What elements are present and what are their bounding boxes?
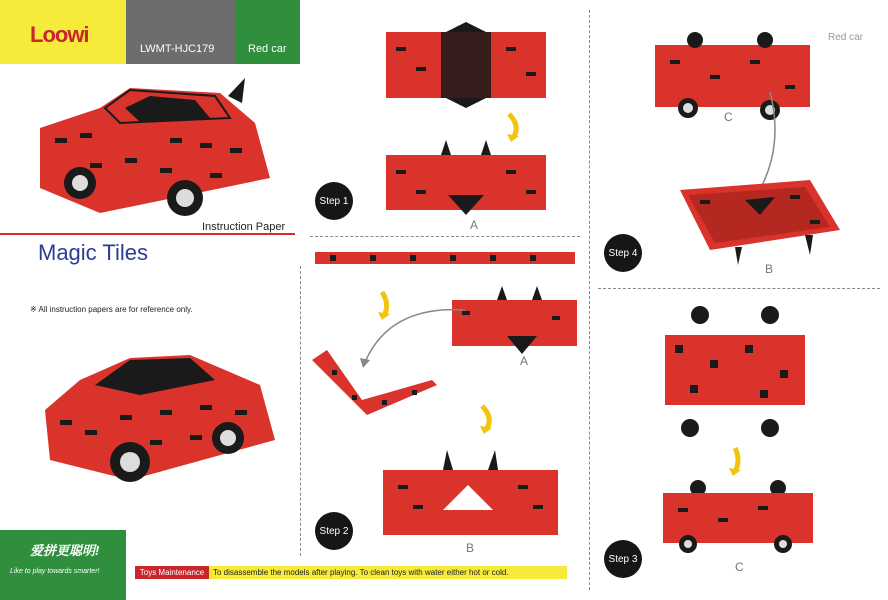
brand-slogan-cn: 爱拼更聪明! (30, 543, 100, 558)
row-divider-mid (310, 236, 580, 237)
brand-logo: Loowi (30, 22, 89, 47)
column-divider-2 (589, 10, 590, 590)
model-code: LWMT-HJC179 (140, 43, 215, 55)
label-a-step2: A (520, 354, 529, 368)
column-divider-1 (300, 266, 301, 556)
brand-slogan-en: Like to play towards smarter! (10, 568, 100, 575)
step1-arrow (505, 112, 523, 142)
step1-folded-tiles (386, 140, 546, 220)
step2-strip (310, 248, 580, 268)
red-car-label: Red car (828, 32, 864, 43)
hero-car-top (30, 68, 280, 223)
divider-red-line (0, 233, 295, 235)
model-name: Red car (248, 43, 287, 55)
instruction-paper-label: Instruction Paper (202, 221, 286, 233)
step2-curve-arrow (350, 300, 470, 370)
step2-badge: Step 2 (315, 512, 353, 550)
step3-badge: Step 3 (604, 540, 642, 578)
step2-base (452, 286, 577, 354)
hero-car-bottom (40, 340, 280, 490)
step4-badge: Step 4 (604, 234, 642, 272)
step1-badge: Step 1 (315, 182, 353, 220)
reference-note: ※ All instruction papers are for reference only. (30, 305, 193, 314)
step3-chassis-exploded (660, 300, 810, 440)
page-title: Magic Tiles (38, 240, 149, 265)
label-c-step4: C (724, 110, 733, 124)
step2-arrow-2 (478, 404, 496, 434)
maintenance-label: Toys Maintenance (135, 566, 209, 579)
step3-arrow (727, 446, 745, 476)
step1-flat-tiles (386, 22, 546, 108)
row-divider-right (598, 288, 880, 289)
label-c-step3: C (735, 560, 744, 574)
step3-assembled-chassis (658, 478, 818, 558)
step2-body (383, 445, 558, 540)
label-b-step2: B (466, 541, 475, 555)
maintenance-text: To disassemble the models after playing. To clean toys with water either hot or cold. (209, 566, 567, 579)
step4-body (680, 175, 845, 270)
label-a-step1: A (470, 218, 479, 232)
step4-chassis (650, 30, 815, 120)
label-b-step4: B (765, 262, 774, 276)
